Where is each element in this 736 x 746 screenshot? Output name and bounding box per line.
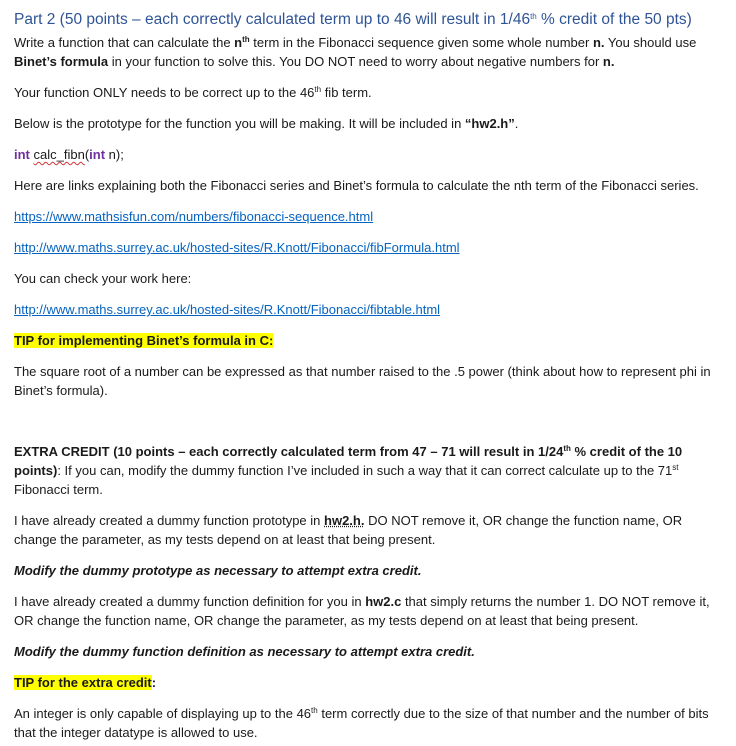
modify-definition-note: Modify the dummy function definition as necessary to attempt extra credit. — [14, 644, 475, 659]
tip-binet-highlight: TIP for implementing Binet’s formula in C: — [14, 333, 274, 348]
modify-prototype-note: Modify the dummy prototype as necessary to attempt extra credit. — [14, 563, 422, 578]
dummy-prototype-paragraph: I have already created a dummy function prototype in hw2.h. DO NOT remove it, OR change the function name, OR change the parameter, as my tests depend on at least that being present. — [14, 513, 683, 547]
surrey-formula-link[interactable]: http://www.maths.surrey.ac.uk/hosted-sites/R.Knott/Fibonacci/fibFormula.html — [14, 240, 460, 255]
section-heading: Part 2 (50 points – each correctly calculated term up to 46 will result in 1/46th % credit of the 50 pts) — [14, 11, 692, 28]
links-intro-paragraph: Here are links explaining both the Fibonacci series and Binet’s formula to calculate the nth term of the Fibonacci series. — [14, 178, 699, 193]
extra-credit-paragraph: EXTRA CREDIT (10 points – each correctly calculated term from 47 – 71 will result in 1/24th % credit of the 10 points): If you can, modify the dummy function I’ve included in such a way that it can correct calculate up to the 71st Fibonacci term. — [14, 444, 683, 497]
sqrt-tip-paragraph: The square root of a number can be expressed as that number raised to the .5 power (think about how to represent phi in Binet’s formula). — [14, 364, 711, 398]
mathsisfun-link[interactable]: https://www.mathsisfun.com/numbers/fibonacci-sequence.html — [14, 209, 374, 224]
surrey-table-link[interactable]: http://www.maths.surrey.ac.uk/hosted-sites/R.Knott/Fibonacci/fibtable.html — [14, 302, 441, 317]
dummy-definition-paragraph: I have already created a dummy function definition for you in hw2.c that simply returns the number 1. DO NOT remove it, OR change the function name, OR change the parameter, as my tests depend on at least that being present. — [14, 594, 710, 628]
check-work-paragraph: You can check your work here: — [14, 271, 192, 286]
function-prototype: int calc_fibn(int n); — [14, 147, 124, 162]
prototype-intro-paragraph: Below is the prototype for the function you will be making. It will be included in “hw2.h”. — [14, 116, 519, 131]
requirement-paragraph: Your function ONLY needs to be correct up to the 46th fib term. — [14, 85, 372, 100]
intro-paragraph: Write a function that can calculate the $n^{th}$ term in the Fibonacci sequence given some whole number n. You should use Binet’s formula in your function to solve this. You DO NOT need to worry about negative numbers for n. — [14, 35, 697, 69]
integer-limit-paragraph: An integer is only capable of displaying up to the 46th term correctly due to the size of that number and the number of bits that the integer datatype is allowed to use. — [14, 706, 709, 740]
tip-extra-credit: TIP for the extra credit: — [14, 675, 157, 690]
